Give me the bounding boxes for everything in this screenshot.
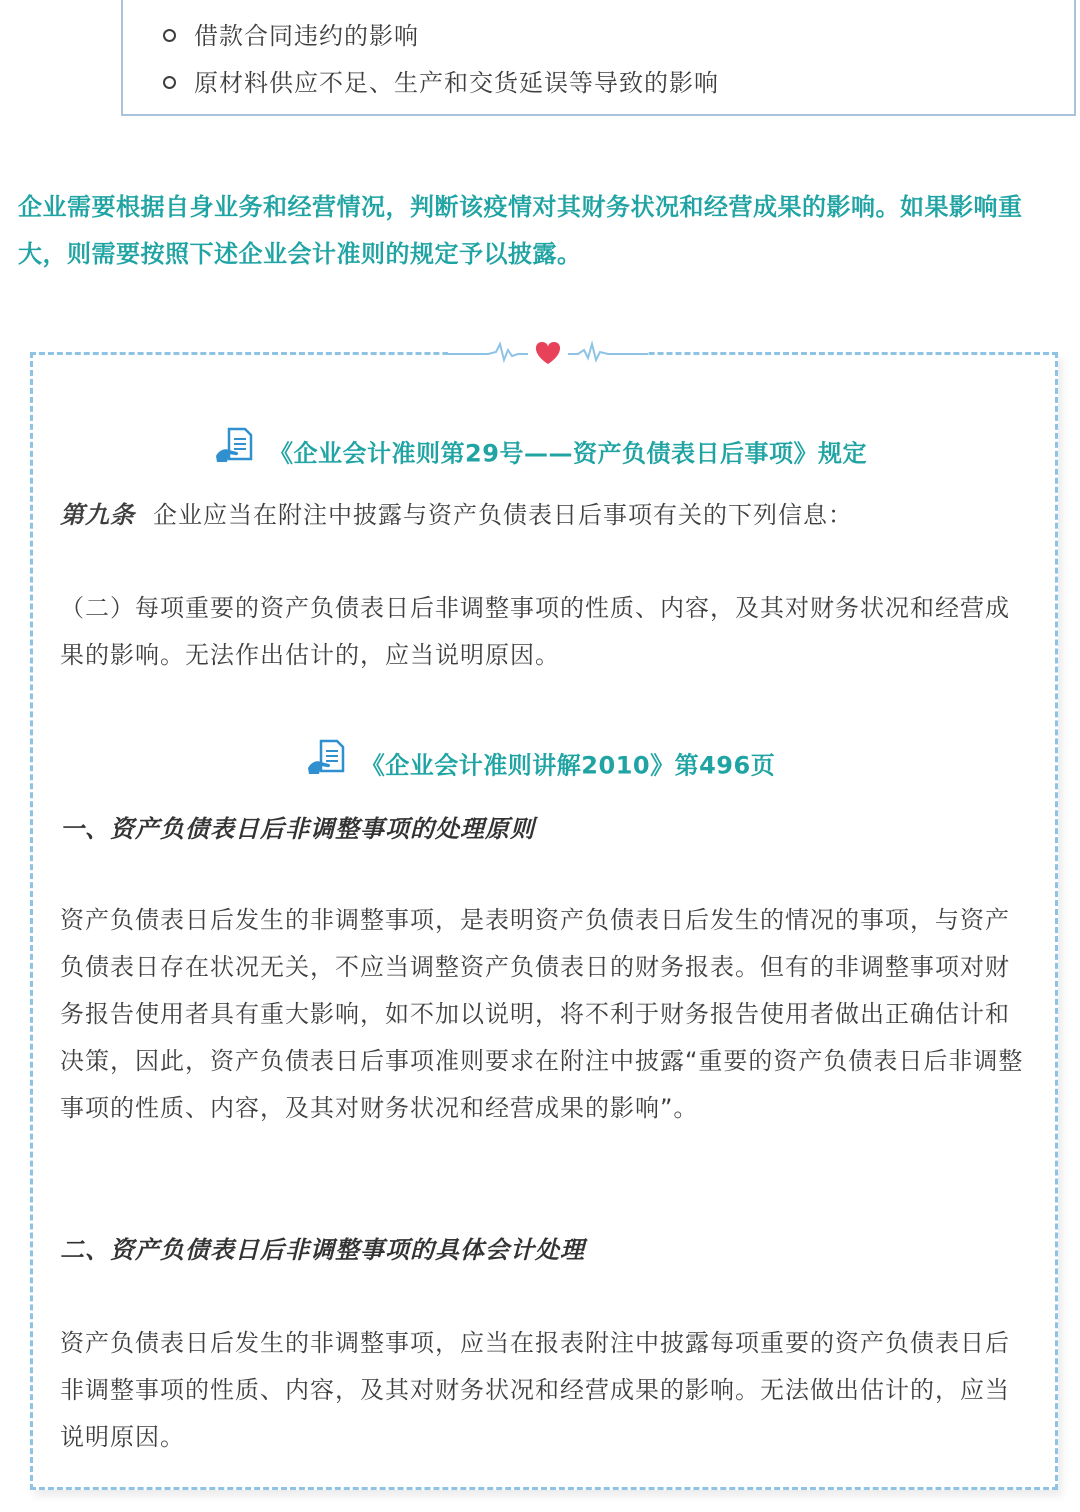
section2-paragraph: 资产负债表日后发生的非调整事项，应当在报表附注中披露每项重要的资产负债表日后非调整事项的性质、内容，及其对财务状况和经营成果的影响。无法做出估计的，应当说明原因。: [60, 1329, 1010, 1451]
heartbeat-heart-icon: [448, 330, 648, 374]
circle-bullet-icon: [163, 76, 176, 89]
document-hand-icon: [305, 738, 347, 787]
article-item-paragraph: （二）每项重要的资产负债表日后非调整事项的性质、内容，及其对财务状况和经营成果的影响。无法作出估计的，应当说明原因。: [60, 594, 1010, 669]
list-item: 原材料供应不足、生产和交货延误等导致的影响: [163, 67, 719, 99]
section1-paragraph: 资产负债表日后发生的非调整事项，是表明资产负债表日后发生的情况的事项，与资产负债表日存在状况无关，不应当调整资产负债表日的财务报表。但有的非调整事项对财务报告使用者具有重大影响，如不加以说明，将不利于财务报告使用者做出正确估计和决策，因此，资产负债表日后事项准则要求在附注中披露“重要的资产负债表日后非调整事项的性质、内容，及其对财务状况和经营成果的影响”。: [60, 906, 1024, 1122]
article-label: 第九条: [60, 501, 135, 529]
section2-heading: 二、资产负债表日后非调整事项的具体会计处理: [60, 1236, 585, 1264]
list-item: 借款合同违约的影响: [163, 20, 419, 52]
bullet-box: [121, 0, 1076, 116]
document-hand-icon: [213, 426, 255, 475]
standard1-title: 《企业会计准则第29号——资产负债表日后事项》规定: [0, 430, 1080, 479]
circle-bullet-icon: [163, 29, 176, 42]
intro-paragraph: 企业需要根据自身业务和经营情况，判断该疫情对其财务状况和经营成果的影响。如果影响重大，则需要按照下述企业会计准则的规定予以披露。: [18, 193, 1023, 268]
standard2-title: 《企业会计准则讲解2010》第496页: [0, 742, 1080, 791]
section1-heading: 一、资产负债表日后非调整事项的处理原则: [60, 815, 535, 843]
article-paragraph: 第九条 企业应当在附注中披露与资产负债表日后事项有关的下列信息：: [60, 501, 853, 529]
